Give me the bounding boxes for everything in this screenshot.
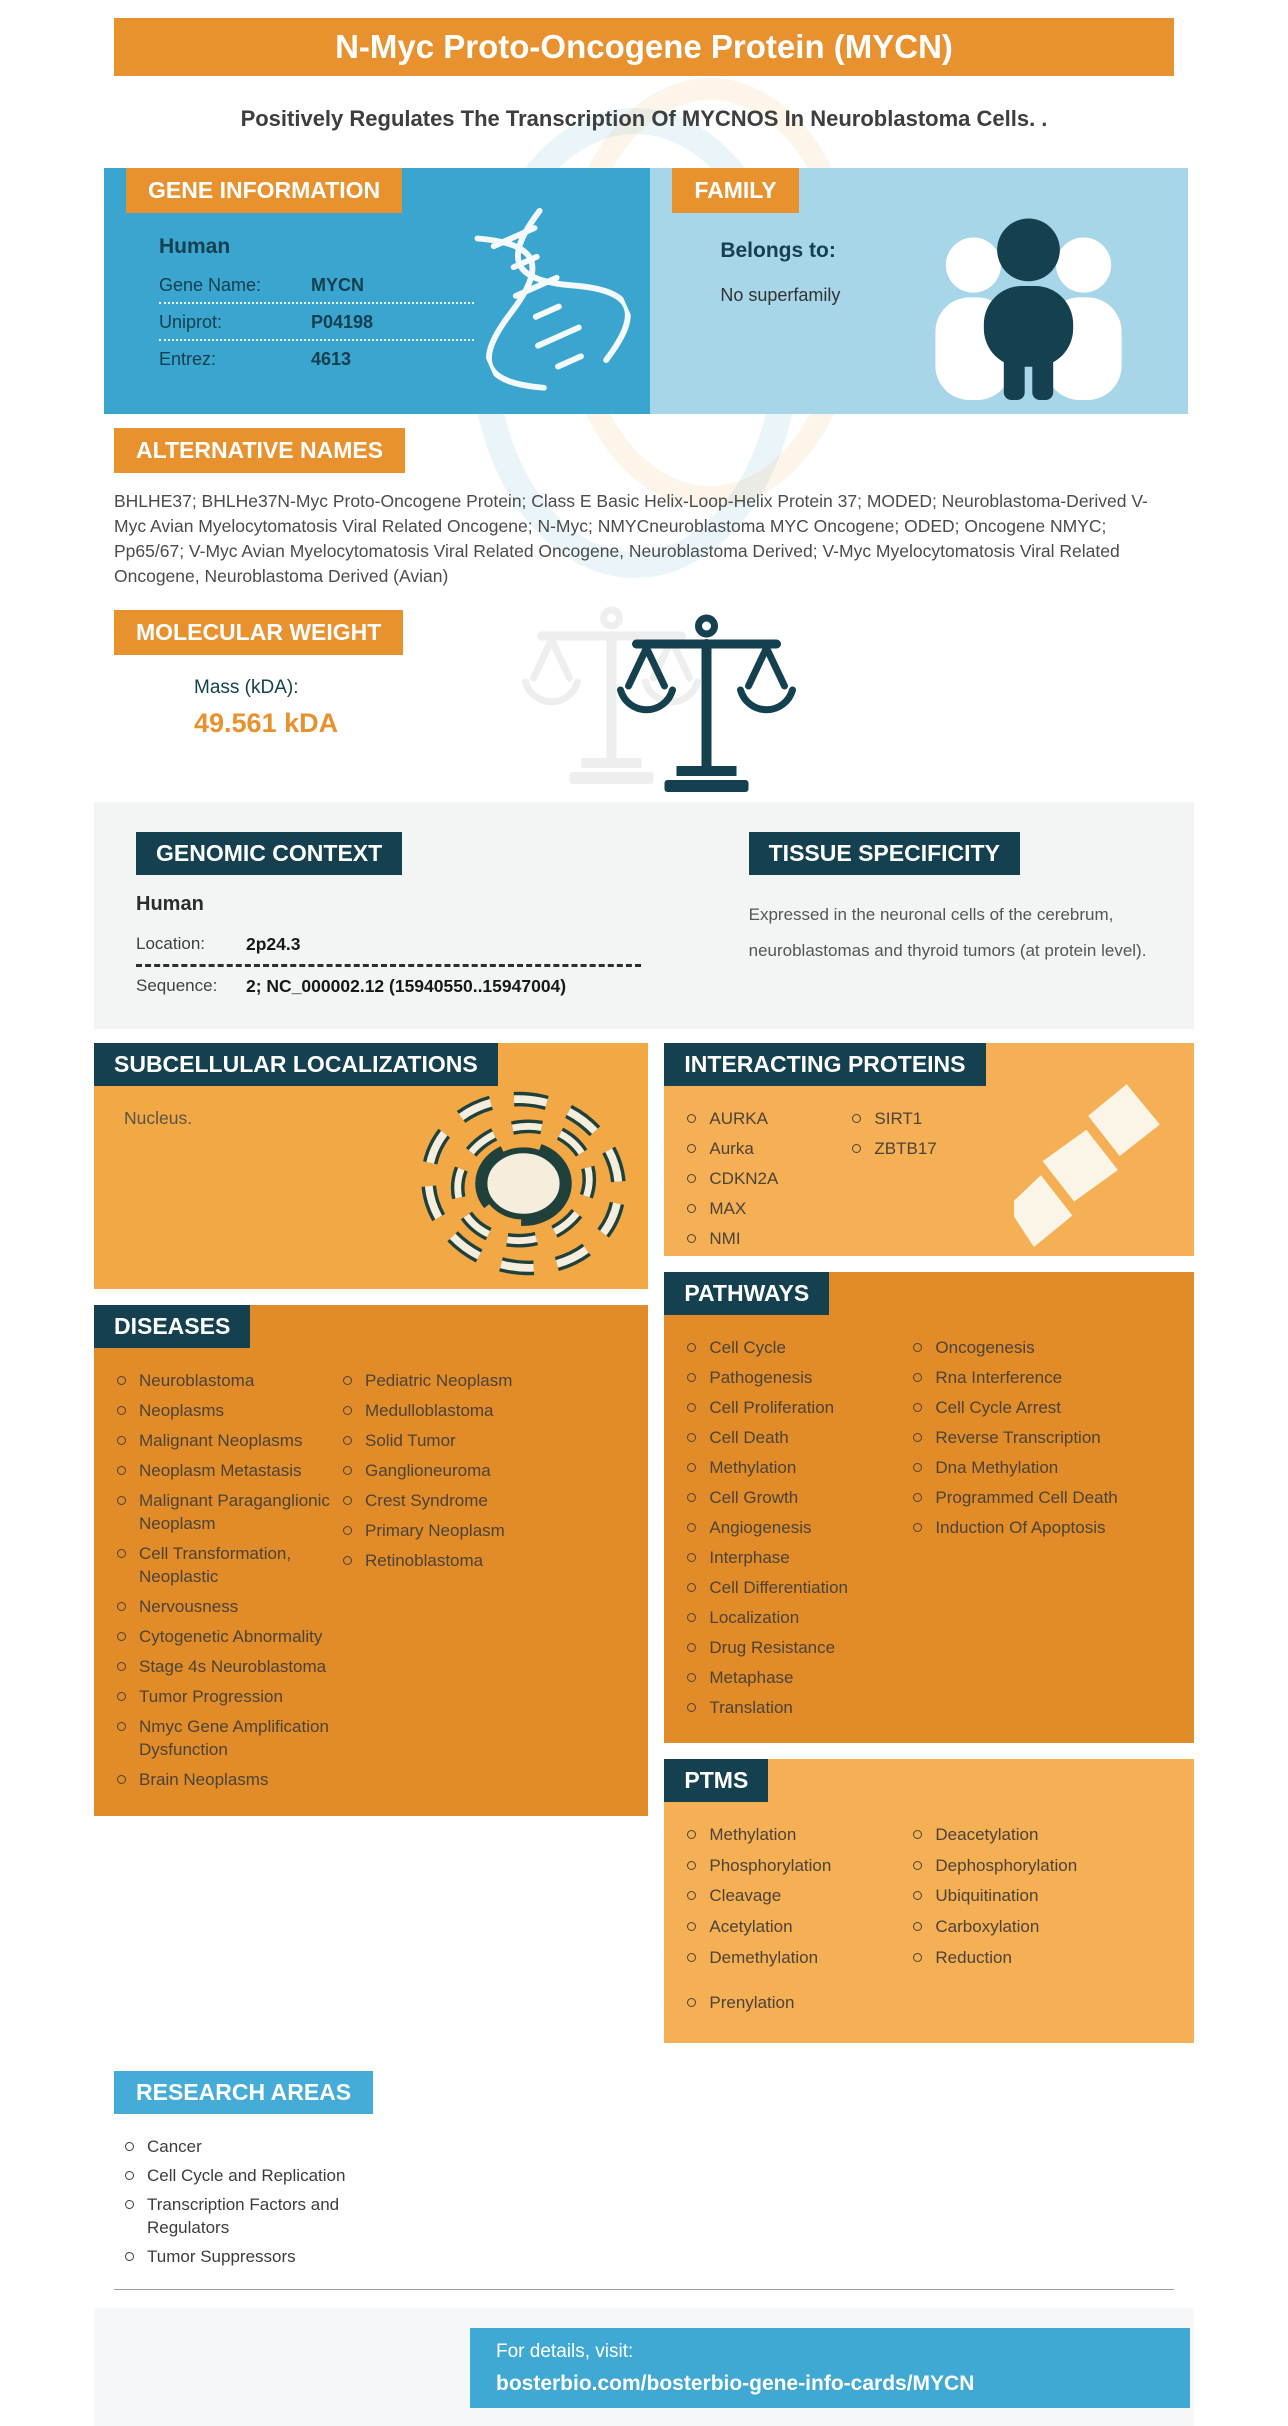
list-item: Carboxylation (908, 1916, 1186, 1939)
location-value: 2p24.3 (246, 934, 301, 955)
alternative-names-text: BHLHE37; BHLHe37N-Myc Proto-Oncogene Protein; Class E Basic Helix-Loop-Helix Protein 37; MODED; Neuroblastoma-Derived V-Myc Avian Myelocytomatosis Viral Related Oncogene; N-Myc; NMYCneuroblastoma MYC Oncogene; ODED; Oncogene NMYC; Pp65/67; V-Myc Avian Myelocytomatosis Viral Related Oncogene, Neuroblastoma Derived; V-Myc Myelocytomatosis Viral Related Oncogene, Neuroblastoma Derived (Avian) (114, 491, 1148, 586)
list-item: SIRT1 (847, 1108, 987, 1131)
list-item: Stage 4s Neuroblastoma (112, 1656, 338, 1679)
list-item: Metaphase (682, 1667, 908, 1690)
tissue-specificity-text: Expressed in the neuronal cells of the cerebrum, neuroblastomas and thyroid tumors (at protein level). (748, 905, 1147, 961)
uniprot-value: P04198 (311, 312, 374, 332)
list-item: Transcription Factors and Regulators (120, 2194, 376, 2240)
list-item: Deacetylation (908, 1824, 1186, 1847)
ptms-col1 (682, 1824, 908, 2024)
right-column (664, 1043, 1194, 2043)
mass-value: 49.561 kDA (194, 708, 339, 739)
list-item: Interphase (682, 1547, 908, 1570)
alternative-names-heading: ALTERNATIVE NAMES (114, 428, 405, 473)
list-item: Neoplasm Metastasis (112, 1460, 338, 1483)
list-item: Cell Death (682, 1427, 908, 1450)
list-item: MAX (682, 1198, 847, 1221)
scale-icon (614, 610, 799, 800)
list-item: Phosphorylation (682, 1855, 908, 1878)
list-item: Cell Transformation, Neoplastic (112, 1543, 338, 1589)
list-item: NMI (682, 1228, 847, 1251)
list-item: Methylation (682, 1457, 908, 1480)
family-heading: FAMILY (672, 168, 798, 213)
pathways-lists (664, 1315, 1194, 1726)
list-item: Neoplasms (112, 1400, 338, 1423)
gene-name-row (159, 267, 474, 304)
pathways-col1 (682, 1337, 908, 1726)
alternative-names-section (94, 428, 1194, 588)
visit-url-link[interactable]: bosterbio.com/bosterbio-gene-info-cards/MYCN (496, 2371, 975, 2395)
list-item: Aurka (682, 1138, 847, 1161)
list-item: Pediatric Neoplasm (338, 1370, 640, 1393)
list-item: Ubiquitination (908, 1885, 1186, 1908)
list-item: Cell Cycle (682, 1337, 908, 1360)
footer-panel (94, 2308, 1194, 2426)
location-label: Location: (136, 934, 205, 954)
list-item: Reduction (908, 1947, 1186, 1970)
main-grid (94, 1043, 1194, 2043)
sequence-label: Sequence: (136, 976, 218, 996)
list-item: Cell Differentiation (682, 1577, 908, 1600)
interacting-proteins-heading: INTERACTING PROTEINS (664, 1043, 985, 1086)
list-item: Reverse Transcription (908, 1427, 1186, 1450)
ptms-col2 (908, 1824, 1186, 2024)
list-item: Tumor Progression (112, 1686, 338, 1709)
list-item: Cancer (120, 2136, 376, 2159)
list-item: CDKN2A (682, 1168, 847, 1191)
dashed-divider (136, 964, 641, 967)
list-item: Solid Tumor (338, 1430, 640, 1453)
footer-visit-box (470, 2328, 1190, 2408)
footer-divider (114, 2289, 1174, 2290)
tissue-specificity-heading: TISSUE SPECIFICITY (749, 832, 1020, 875)
uniprot-label: Uniprot: (159, 312, 223, 332)
list-item: Localization (682, 1607, 908, 1630)
gene-information-panel (104, 168, 650, 414)
sequence-row (136, 976, 685, 997)
list-item: AURKA (682, 1108, 847, 1131)
list-item: Cytogenetic Abnormality (112, 1626, 338, 1649)
family-panel (650, 168, 1188, 414)
list-item: Angiogenesis (682, 1517, 908, 1540)
list-item: Translation (682, 1697, 908, 1720)
list-item: Cleavage (682, 1885, 908, 1908)
list-item: Nervousness (112, 1596, 338, 1619)
interacting-proteins-panel (664, 1043, 1194, 1256)
list-item: Demethylation (682, 1947, 908, 1970)
list-item: ZBTB17 (847, 1138, 987, 1161)
research-areas-heading: RESEARCH AREAS (114, 2071, 373, 2114)
list-item: Pathogenesis (682, 1367, 908, 1390)
species-label: Human (159, 235, 231, 258)
genomic-context-heading: GENOMIC CONTEXT (136, 832, 402, 875)
list-item: Prenylation (682, 1992, 908, 2015)
sequence-value: 2; NC_000002.12 (15940550..15947004) (246, 976, 567, 997)
list-item: Cell Cycle Arrest (908, 1397, 1186, 1420)
list-item: Crest Syndrome (338, 1490, 640, 1513)
entrez-value: 4613 (311, 349, 352, 369)
visit-label: For details, visit: (496, 2340, 634, 2362)
uniprot-row (159, 304, 474, 341)
list-item: Cell Proliferation (682, 1397, 908, 1420)
belongs-to-label: Belongs to: (720, 239, 836, 262)
interacting-proteins-col1 (682, 1108, 847, 1256)
list-item: Retinoblastoma (338, 1550, 640, 1573)
list-item: Tumor Suppressors (120, 2246, 376, 2269)
pathways-col2 (908, 1337, 1186, 1726)
mass-label: Mass (kDA): (194, 677, 299, 699)
list-item: Programmed Cell Death (908, 1487, 1186, 1510)
page-subtitle: Positively Regulates The Transcription Of MYCNOS In Neuroblastoma Cells. . (240, 106, 1048, 131)
entrez-row (159, 341, 474, 376)
gene-family-row (104, 168, 1188, 414)
list-item: Nmyc Gene Amplification Dysfunction (112, 1716, 338, 1762)
list-item: Rna Interference (908, 1367, 1186, 1390)
genomic-tissue-panel (94, 802, 1194, 1029)
diseases-heading: DISEASES (94, 1305, 250, 1348)
protein-helix-icon (1014, 1079, 1164, 1254)
gene-name-label: Gene Name: (159, 275, 262, 295)
diseases-col1 (112, 1370, 338, 1798)
list-item: Acetylation (682, 1916, 908, 1939)
nucleus-icon (411, 1086, 636, 1281)
list-item: Malignant Neoplasms (112, 1430, 338, 1453)
list-item: Medulloblastoma (338, 1400, 640, 1423)
list-item: Methylation (682, 1824, 908, 1847)
genomic-species-label: Human (136, 893, 204, 916)
list-item: Oncogenesis (908, 1337, 1186, 1360)
subcellular-localizations-heading: SUBCELLULAR LOCALIZATIONS (94, 1043, 498, 1086)
ptms-heading: PTMS (664, 1759, 768, 1802)
entrez-label: Entrez: (159, 349, 217, 369)
tissue-specificity-section (749, 832, 1152, 997)
subcellular-localizations-text: Nucleus. (124, 1108, 193, 1129)
pathways-heading: PATHWAYS (664, 1272, 829, 1315)
subcellular-localizations-panel (94, 1043, 648, 1289)
diseases-col2 (338, 1370, 640, 1798)
list-item: Ganglioneuroma (338, 1460, 640, 1483)
list-item: Malignant Paraganglionic Neoplasm (112, 1490, 338, 1536)
genomic-context-section (136, 832, 685, 997)
list-item: Dephosphorylation (908, 1855, 1186, 1878)
people-icon (921, 210, 1136, 400)
list-item: Induction Of Apoptosis (908, 1517, 1186, 1540)
left-column (94, 1043, 648, 1816)
gene-info-table (159, 267, 474, 376)
list-item: Brain Neoplasms (112, 1769, 338, 1792)
list-item: Primary Neoplasm (338, 1520, 640, 1543)
family-value: No superfamily (720, 285, 841, 305)
list-item: Dna Methylation (908, 1457, 1186, 1480)
diseases-panel (94, 1305, 648, 1816)
diseases-lists (94, 1348, 648, 1798)
ptms-panel (664, 1759, 1194, 2044)
page-title: N-Myc Proto-Oncogene Protein (MYCN) (114, 18, 1174, 76)
research-areas-list (120, 2136, 376, 2269)
gene-info-card (94, 18, 1194, 2426)
list-item: Neuroblastoma (112, 1370, 338, 1393)
interacting-proteins-col2 (847, 1108, 987, 1256)
gene-name-value: MYCN (311, 275, 364, 295)
pathways-panel (664, 1272, 1194, 1742)
location-row (136, 934, 685, 955)
research-areas-section (94, 2071, 1194, 2269)
list-item: Drug Resistance (682, 1637, 908, 1660)
molecular-weight-section (94, 610, 1194, 798)
list-item: Cell Growth (682, 1487, 908, 1510)
molecular-weight-heading: MOLECULAR WEIGHT (114, 610, 403, 655)
gene-information-heading: GENE INFORMATION (126, 168, 402, 213)
ptms-lists (664, 1802, 1194, 2024)
list-item: Cell Cycle and Replication (120, 2165, 376, 2188)
